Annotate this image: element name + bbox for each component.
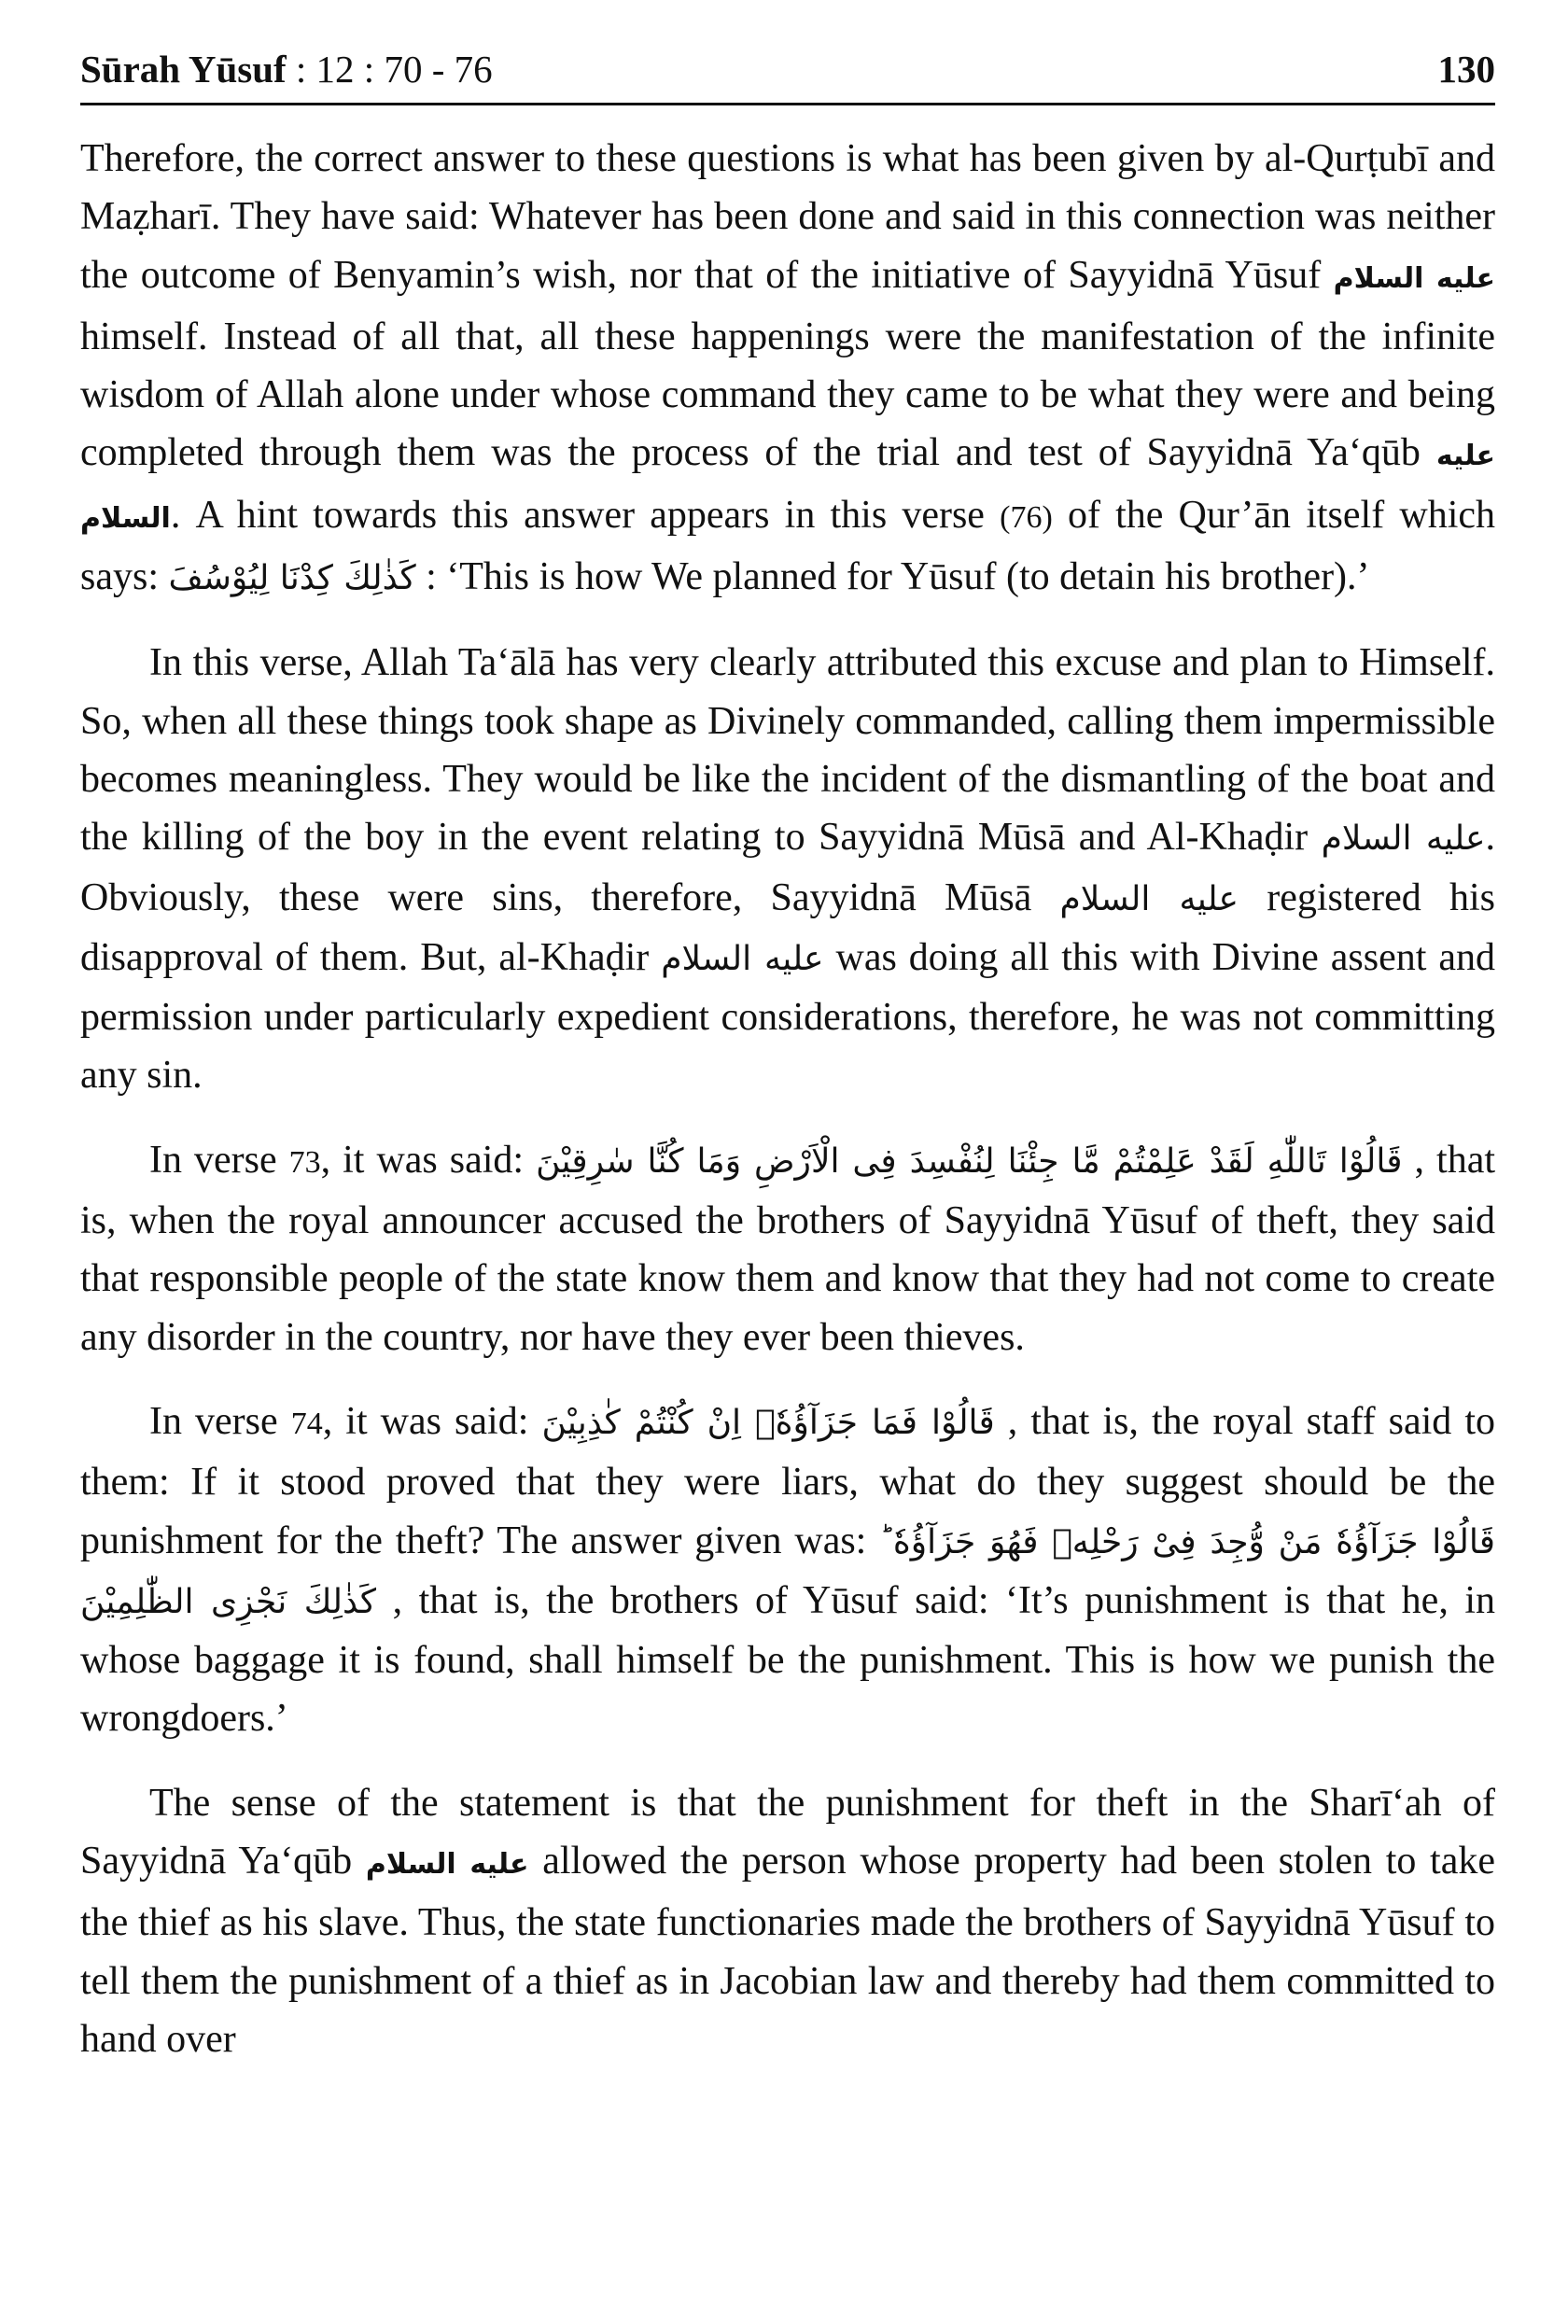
text-run: In verse — [149, 1138, 289, 1182]
text-run: In verse — [149, 1399, 291, 1443]
header-title — [80, 47, 493, 91]
paragraph-1 — [80, 130, 1495, 608]
arabic-quote: قَالُوْا جَزَآؤُهٗ مَنْ وُّجِدَ فِىْ رَحْلِهٖ فَهُوَ جَزَآؤُهٗ ؕ كَذٰلِكَ نَجْزِى الظّٰلِمِيْنَ — [80, 1522, 1495, 1621]
arabic-quote: قَالُوْا فَمَا جَزَآؤُهٗۤ اِنْ كُنْتُمْ كٰذِبِيْنَ — [541, 1403, 995, 1442]
arabic-quote: كَذٰلِكَ كِدْنَا لِيُوْسُفَ — [168, 559, 416, 598]
text-run: himself. Instead of all that, all these happenings were the manifestation of the infinite wisdom of Allah alone under whose command they came to be what they were and being completed through them was the process of the trial and test of Sayyidnā Ya‘qūb — [80, 315, 1495, 475]
verse-number: 73 — [288, 1144, 321, 1180]
text-run: , that is, when the royal announcer accused the brothers of Sayyidnā Yūsuf of theft, they said that responsible people of the state know them and know that they had not come to create any disorder in the country, nor have they ever been thieves. — [80, 1138, 1496, 1359]
text-run: . Obviously, these were sins, therefore, Sayyidnā Mūsā — [80, 816, 1495, 919]
text-run: Therefore, the correct answer to these questions is what has been given by al-Qurṭubī and Maẓharī. They have said: Whatever has been done and said in this connection was neither the outcome of Benyamin’s wish, nor that of the initiative of Sayyidnā Yūsuf — [80, 137, 1495, 297]
paragraph-4 — [80, 1393, 1495, 1748]
paragraph-2 — [80, 634, 1495, 1104]
text-run: allowed the person whose property had been stolen to take the thief as his slave. Thus, the state functionaries made the brothers of Sayyidnā Yūsuf to tell them the punishment of a thief as in Jacobian law and thereby had them committed to hand over — [80, 1840, 1495, 2061]
text-run: registered his disapproval of them. But, al-Khaḍir — [80, 875, 1495, 979]
verse-number: (76) — [1000, 499, 1053, 535]
honorific-text: عليه السلام — [661, 939, 824, 978]
paragraph-5 — [80, 1774, 1495, 2068]
arabic-quote: قَالُوْا تَاللّٰهِ لَقَدْ عَلِمْتُمْ مَّا جِئْنَا لِنُفْسِدَ فِى الْاَرْضِ وَمَا كُنَّا سٰرِقِيْنَ — [536, 1141, 1403, 1181]
verse-number: 74 — [290, 1406, 323, 1441]
surah-reference: : 12 : 70 - 76 — [295, 48, 493, 91]
text-run: . A hint towards this answer appears in this verse — [170, 493, 1001, 537]
honorific-text: عليه السلام — [1321, 819, 1486, 859]
text-run: was doing all this with Divine assent and permission under particularly expedient considerations, therefore, he was not committing any sin. — [80, 935, 1495, 1098]
honorific-ligature: عليه السلام — [1333, 261, 1495, 295]
paragraph-3 — [80, 1131, 1495, 1366]
running-header — [80, 47, 1495, 105]
text-run: , it was said: — [322, 1399, 542, 1443]
honorific-text: عليه السلام — [1059, 879, 1239, 918]
body-text — [80, 130, 1495, 2068]
text-run: The sense of the statement is that the punishment for theft in the Sharī‘ah of Sayyidnā Ya‘qūb — [80, 1781, 1495, 1883]
page-number: 130 — [1437, 48, 1495, 91]
honorific-ligature: عليه السلام — [80, 440, 1495, 535]
text-run: of the Qur’ān itself which says: — [80, 493, 1496, 599]
text-run: , that is, the brothers of Yūsuf said: ‘It’s punishment is that he, in whose baggage it is found, shall himself be the punishment. This is how we punish the wrongdoers.’ — [80, 1578, 1495, 1741]
text-run: , that is, the royal staff said to them: If it stood proved that they were liars, what do they suggest should be the punishment for the theft? The answer given was: — [80, 1399, 1495, 1562]
surah-name: Sūrah Yūsuf — [80, 48, 287, 91]
text-run: , it was said: — [320, 1138, 537, 1182]
page — [80, 47, 1495, 2068]
honorific-ligature: عليه السلام — [365, 1848, 529, 1882]
text-run: : ‘This is how We planned for Yūsuf (to detain his brother).’ — [415, 555, 1370, 599]
text-run: In this verse, Allah Ta‘ālā has very clearly attributed this excuse and plan to Himself. So, when all these things took shape as Divinely commanded, calling them impermissible becomes meaningless. They would be like the incident of the dismantling of the boat and the killing of the boy in the event relating to Sayyidnā Mūsā and Al-Khaḍir — [80, 641, 1495, 860]
